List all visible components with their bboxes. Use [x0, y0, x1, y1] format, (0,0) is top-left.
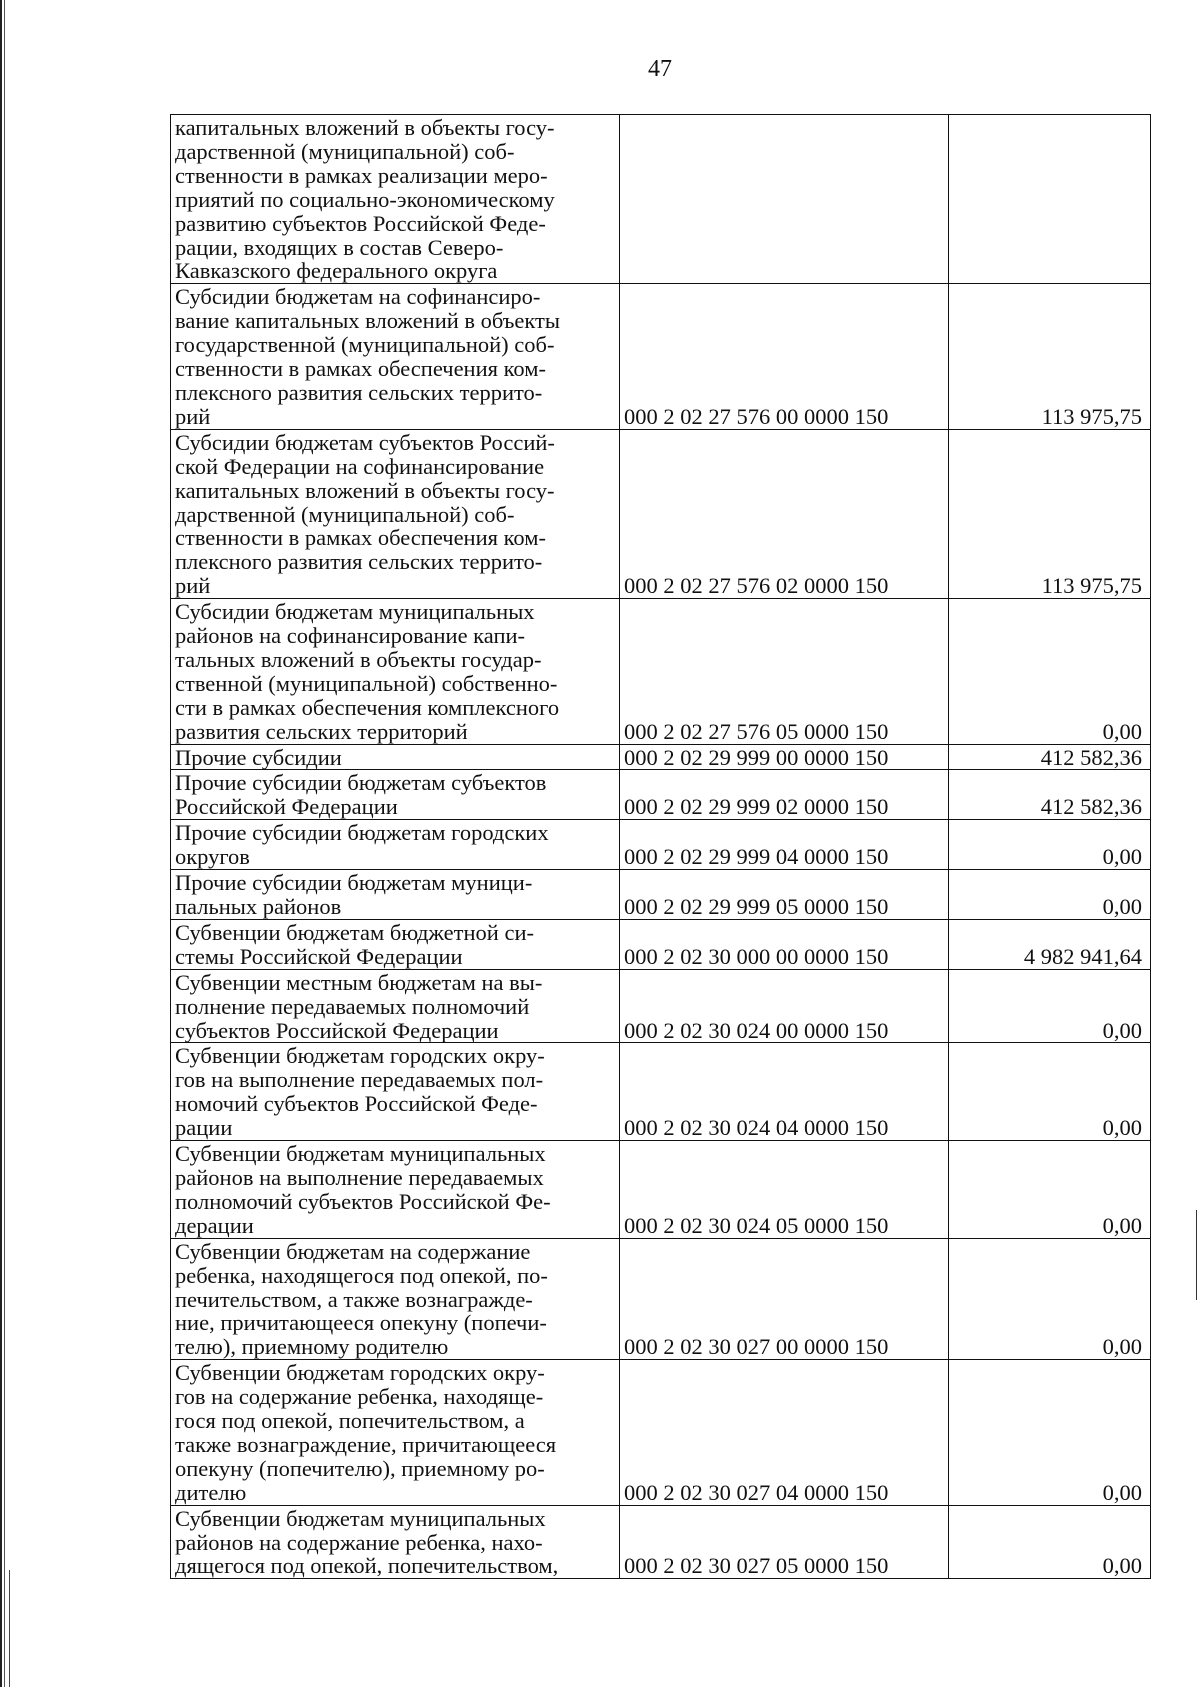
row-name-cell: Субвенции местным бюджетам на вы- полнение передаваемых полномочий субъектов Российской Федерации	[171, 969, 620, 1043]
scan-left-edge	[0, 0, 5, 1687]
row-code-cell: 000 2 02 27 576 00 0000 150	[620, 284, 949, 429]
row-name-cell: Субсидии бюджетам субъектов Россий- ской Федерации на софинансирование капитальных вложений в объекты госу- дарственной (муниципальной) соб- ственности в рамках обеспечения ком- плексного развития сельских террито- рий	[171, 429, 620, 598]
row-name-cell: капитальных вложений в объекты госу- дарственной (муниципальной) соб- ственности в рамках реализации меро- приятий по социально-экономическому развитию субъектов Российской Феде- рации, входящих в состав Северо- Кавказского федерального округа	[171, 115, 620, 284]
row-name-cell: Субсидии бюджетам на софинансиро- вание капитальных вложений в объекты государственной (муниципальной) соб- ственности в рамках обеспечения ком- плексного развития сельских террито- рий	[171, 284, 620, 429]
row-amount-cell: 0,00	[949, 969, 1151, 1043]
table-row	[171, 1043, 1151, 1141]
row-amount-cell: 0,00	[949, 1505, 1151, 1579]
row-name-cell: Прочие субсидии	[171, 744, 620, 770]
row-name-cell: Субсидии бюджетам муниципальных районов на софинансирование капи- тальных вложений в объекты государ- ственной (муниципальной) собственно- сти в рамках обеспечения комплексного развития сельских территорий	[171, 599, 620, 744]
table-row	[171, 284, 1151, 429]
row-name-cell: Субвенции бюджетам городских окру- гов на содержание ребенка, находяще- гося под опекой, попечительством, а также вознаграждение, причитающееся опекуну (попечителю), приемному ро- дителю	[171, 1360, 620, 1505]
row-code-cell: 000 2 02 30 024 05 0000 150	[620, 1141, 949, 1239]
row-code-cell: 000 2 02 30 000 00 0000 150	[620, 919, 949, 969]
table-row	[171, 969, 1151, 1043]
row-code-cell: 000 2 02 30 027 05 0000 150	[620, 1505, 949, 1579]
row-code-cell	[620, 115, 949, 284]
scan-left-mark	[9, 1570, 10, 1687]
row-name-cell: Субвенции бюджетам городских окру- гов на выполнение передаваемых пол- номочий субъектов Российской Феде- рации	[171, 1043, 620, 1141]
row-amount-cell: 0,00	[949, 1238, 1151, 1360]
table-row	[171, 1141, 1151, 1239]
table-row	[171, 1238, 1151, 1360]
row-amount-cell: 0,00	[949, 820, 1151, 870]
row-name-cell: Субвенции бюджетам муниципальных районов на выполнение передаваемых полномочий субъектов Российской Фе- дерации	[171, 1141, 620, 1239]
scan-right-mark	[1196, 1210, 1197, 1300]
table-row	[171, 429, 1151, 598]
page-number: 47	[648, 56, 672, 82]
table-row	[171, 599, 1151, 744]
budget-revenue-table	[170, 114, 1151, 1579]
row-amount-cell: 412 582,36	[949, 770, 1151, 820]
row-name-cell: Субвенции бюджетам на содержание ребенка, находящегося под опекой, по- печительством, а также вознагражде- ние, причитающееся опекуну (попечи- телю), приемному родителю	[171, 1238, 620, 1360]
row-amount-cell: 0,00	[949, 599, 1151, 744]
row-name-cell: Прочие субсидии бюджетам субъектов Российской Федерации	[171, 770, 620, 820]
row-code-cell: 000 2 02 29 999 04 0000 150	[620, 820, 949, 870]
table-row	[171, 744, 1151, 770]
row-name-cell: Прочие субсидии бюджетам городских округов	[171, 820, 620, 870]
row-amount-cell: 4 982 941,64	[949, 919, 1151, 969]
row-code-cell: 000 2 02 30 024 04 0000 150	[620, 1043, 949, 1141]
table-row	[171, 919, 1151, 969]
row-name-cell: Субвенции бюджетам бюджетной си- стемы Российской Федерации	[171, 919, 620, 969]
table-row	[171, 870, 1151, 920]
row-code-cell: 000 2 02 30 027 04 0000 150	[620, 1360, 949, 1505]
row-amount-cell	[949, 115, 1151, 284]
row-amount-cell: 113 975,75	[949, 429, 1151, 598]
table-row	[171, 770, 1151, 820]
row-amount-cell: 412 582,36	[949, 744, 1151, 770]
row-amount-cell: 0,00	[949, 1141, 1151, 1239]
table-row	[171, 820, 1151, 870]
row-code-cell: 000 2 02 27 576 02 0000 150	[620, 429, 949, 598]
row-name-cell: Субвенции бюджетам муниципальных районов на содержание ребенка, нахо- дящегося под опекой, попечительством,	[171, 1505, 620, 1579]
row-amount-cell: 0,00	[949, 1043, 1151, 1141]
row-amount-cell: 0,00	[949, 1360, 1151, 1505]
table-row	[171, 115, 1151, 284]
row-code-cell: 000 2 02 29 999 00 0000 150	[620, 744, 949, 770]
row-code-cell: 000 2 02 27 576 05 0000 150	[620, 599, 949, 744]
row-code-cell: 000 2 02 29 999 05 0000 150	[620, 870, 949, 920]
row-code-cell: 000 2 02 30 027 00 0000 150	[620, 1238, 949, 1360]
row-amount-cell: 113 975,75	[949, 284, 1151, 429]
table-row	[171, 1360, 1151, 1505]
row-code-cell: 000 2 02 30 024 00 0000 150	[620, 969, 949, 1043]
table-row	[171, 1505, 1151, 1579]
row-code-cell: 000 2 02 29 999 02 0000 150	[620, 770, 949, 820]
row-amount-cell: 0,00	[949, 870, 1151, 920]
row-name-cell: Прочие субсидии бюджетам муници- пальных районов	[171, 870, 620, 920]
